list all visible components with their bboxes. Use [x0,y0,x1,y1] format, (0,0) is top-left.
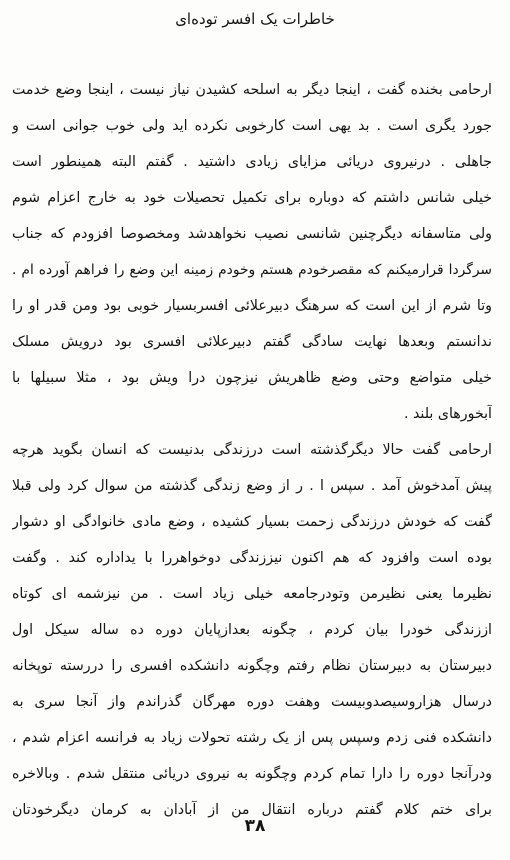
paragraph-2 [12,432,492,828]
text-line: بوده است وافزود که هم اکنون نیززندگی دوخواهررا با یداداره کند . وگفت [12,550,492,566]
text-line: پیش آمدخوش آمد . سپس ا . ر از وضع زندگی گذشته من سوال کرد ولی قبلا [12,478,492,494]
text-line: وتا شرم از این است که سرهنگ دبیرعلائی افسربسیار خوبی بود ومن قدر او را [12,298,492,314]
text-line: برای ختم کلام گفتم درباره انتقال من از آبادان به کرمان دیگرخودتان [12,802,492,818]
text-line: خیلی متواضع وحتی وضع ظاهریش نیزچون درا ویش بود ، مثلا سبیلها با [12,370,492,386]
text-line: نظیرما یعنی نظیرمن وتودرجامعه خیلی زیاد است . من نیزشمه ای کوتاه [12,586,492,602]
paragraph-1 [12,72,492,432]
text-line: ندانستم وبعدها نهایت سادگی گفتم دبیرعلائی افسری بود درویش مسلک [12,334,492,350]
running-header: خاطرات یک افسر توده‌ای [175,10,335,28]
text-line: ارحامی گفت حالا دیگرگذشته است درزندگی بدنیست که انسان بگوید هرچه [12,442,492,458]
text-line: سرگردا قرارمیکنم که مقصرخودم هستم وخودم زمینه این وضع را فراهم آورده ام . [12,262,492,278]
text-line: اززندگی خودرا بیان کردم ، چگونه بعدازپایان دوره ده ساله سیکل اول [12,622,492,638]
text-line: ولی متاسفانه دیگرچنین شانسی نصیب نخواهدشد ومخصوصا افزودم که جناب [12,226,492,242]
text-line: جورد یگری است . بد یهی است کارخوبی نکرده اید ولی خوب جوانی است و [12,118,492,134]
text-line: دبیرستان به دبیرستان نظام رفتم وچگونه دانشکده افسری را دررسته توپخانه [12,658,492,674]
text-line: درسال هزاروسیصدوبیست وهفت دوره مهرگان گذراندم واز آنجا سری به [12,694,492,710]
text-line: ودرآنجا دوره را دارا تمام کردم وچگونه به نیروی دریائی منتقل شدم . وبالاخره [12,766,492,782]
text-line: گفت که خودش درزندگی زحمت بسیار کشیده ، وضع مادی خانوادگی او دشوار [12,514,492,530]
text-line: جاهلی . درنیروی دریائی مزایای زیادی داشتید . گفتم البته همینطور است [12,154,492,170]
text-line: خیلی شانس داشتم که دوباره برای تکمیل تحصیلات خود به خارج اعزام شوم [12,190,492,206]
text-line: ارحامی بخنده گفت ، اینجا دیگر به اسلحه کشیدن نیاز نیست ، اینجا وضع خدمت [12,82,492,98]
text-line: آبخورهای بلند . [403,406,492,422]
page-number: ۳۸ [244,816,266,836]
text-line: دانشکده فنی زدم وسپس پس از یک رشته تحولات زیاد به فرانسه اعزام شدم ، [12,730,492,746]
